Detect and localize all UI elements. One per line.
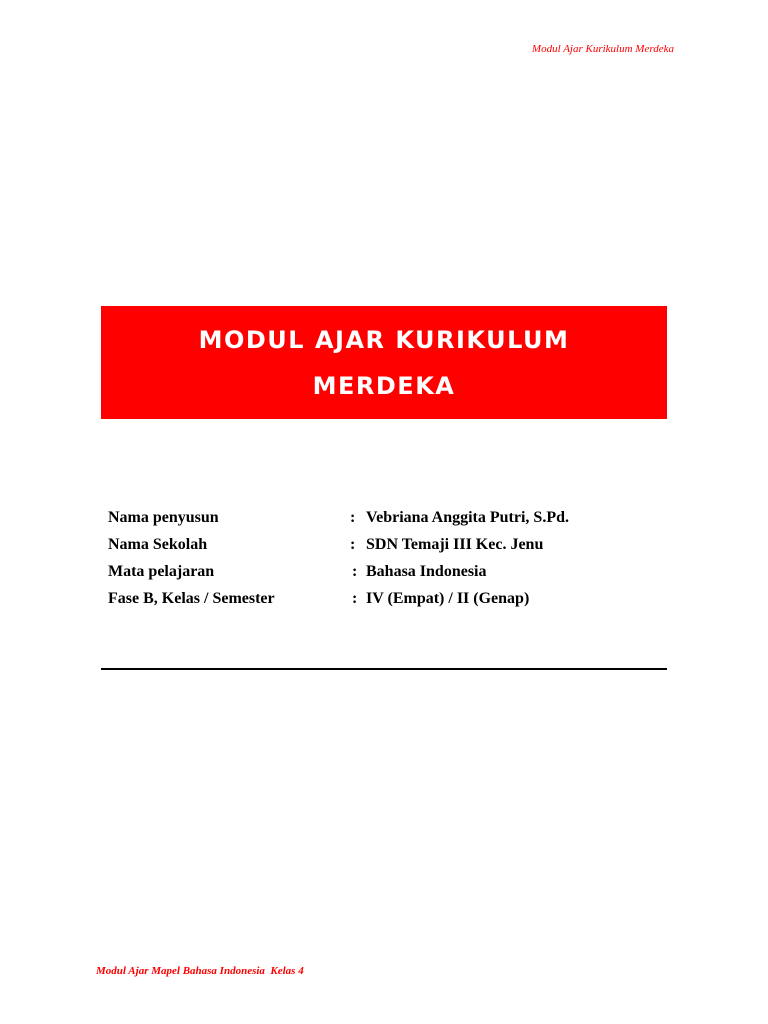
info-value: IV (Empat) / II (Genap)	[366, 590, 530, 607]
info-label: Mata pelajaran	[108, 563, 215, 580]
document-title-line-1: MODUL AJAR KURIKULUM	[198, 325, 570, 354]
info-value: Vebriana Anggita Putri, S.Pd.	[366, 509, 569, 526]
horizontal-divider	[101, 668, 667, 670]
info-value: SDN Temaji III Kec. Jenu	[366, 536, 544, 553]
info-colon: :	[352, 563, 358, 580]
page-footer: Modul Ajar Mapel Bahasa Indonesia Kelas 4	[96, 965, 304, 977]
document-info-table	[108, 505, 648, 613]
title-banner	[101, 306, 667, 419]
info-colon: :	[352, 590, 358, 607]
page-header: Modul Ajar Kurikulum Merdeka	[531, 43, 674, 55]
info-label: Nama Sekolah	[108, 536, 208, 553]
info-row-subject	[108, 559, 648, 586]
info-row-author	[108, 505, 648, 532]
document-title-line-2: MERDEKA	[312, 371, 456, 400]
info-row-phase-class-semester	[108, 586, 648, 613]
info-label: Nama penyusun	[108, 509, 219, 526]
info-row-school	[108, 532, 648, 559]
info-value: Bahasa Indonesia	[366, 563, 487, 580]
info-colon: :	[350, 536, 356, 553]
info-colon: :	[350, 509, 356, 526]
info-label: Fase B, Kelas / Semester	[108, 590, 275, 607]
